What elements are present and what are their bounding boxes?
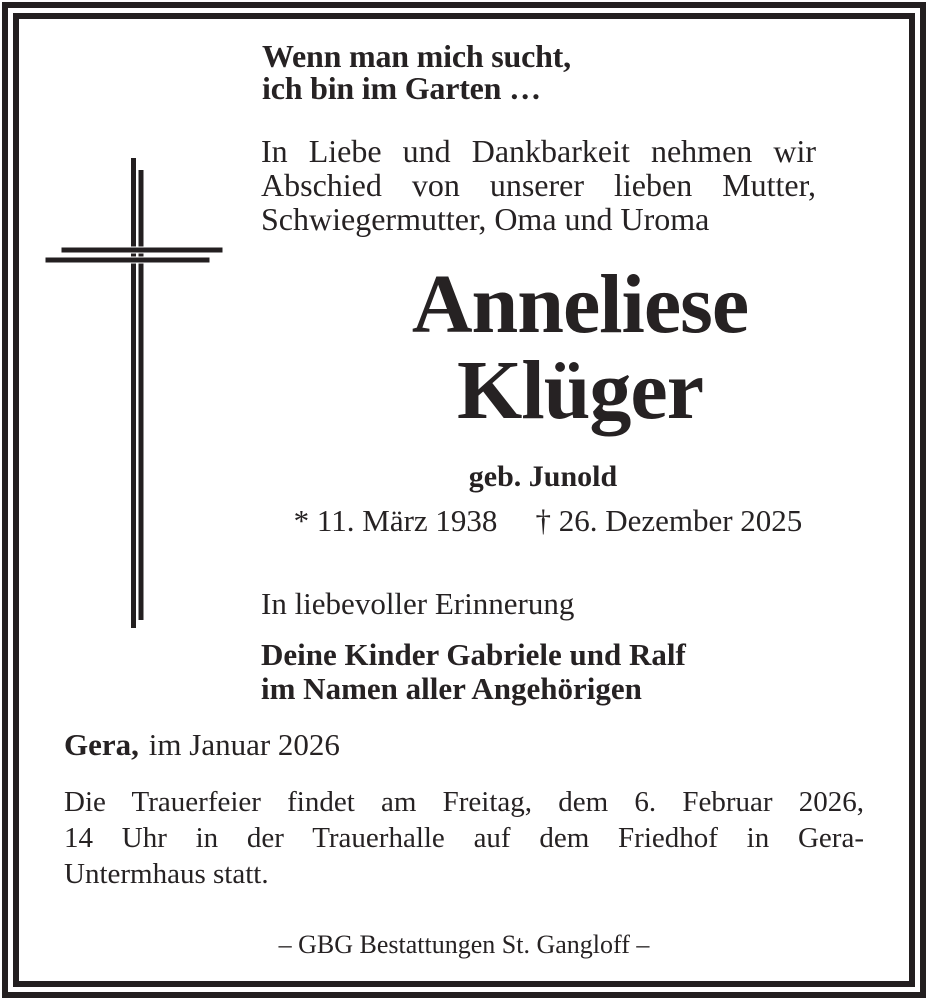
intro-line: In Liebe und Dankbarkeit nehmen wir [261, 133, 816, 169]
memorial-cross-icon [45, 158, 223, 628]
intro-line: Schwiegermutter, Oma und Uroma [261, 201, 710, 237]
place-date-line [64, 727, 340, 763]
place: Gera, [64, 727, 139, 762]
mourners-line: Deine Kinder Gabriele und Ralf [261, 637, 686, 672]
birth-date: * 11. März 1938 [293, 503, 498, 538]
place-date: im Januar 2026 [148, 727, 340, 762]
funeral-line: 14 Uhr in der Trauerhalle auf dem Friedhof in Gera- [64, 822, 864, 854]
epigraph-line: ich bin im Garten … [262, 70, 541, 106]
epigraph-line: Wenn man mich sucht, [262, 38, 571, 74]
funeral-details [64, 784, 864, 892]
deceased-last-name: Klüger [457, 344, 703, 437]
mourners [261, 638, 686, 706]
funeral-line: Untermhaus statt. [64, 858, 269, 890]
funeral-line: Die Trauerfeier findet am Freitag, dem 6. Februar 2026, [64, 786, 864, 818]
funeral-home-credit: – GBG Bestattungen St. Gangloff – [278, 930, 650, 959]
deceased-first-name: Anneliese [411, 258, 749, 351]
life-dates [262, 503, 834, 539]
mourners-line: im Namen aller Angehörigen [261, 671, 642, 706]
death-date: † 26. Dezember 2025 [535, 503, 803, 538]
intro-text [261, 134, 816, 236]
deceased-name [262, 258, 898, 437]
maiden-name: geb. Junold [468, 460, 618, 493]
remembrance-text: In liebevoller Erinnerung [261, 586, 575, 621]
epigraph [262, 40, 571, 104]
intro-line: Abschied von unserer lieben Mutter, [261, 167, 816, 203]
